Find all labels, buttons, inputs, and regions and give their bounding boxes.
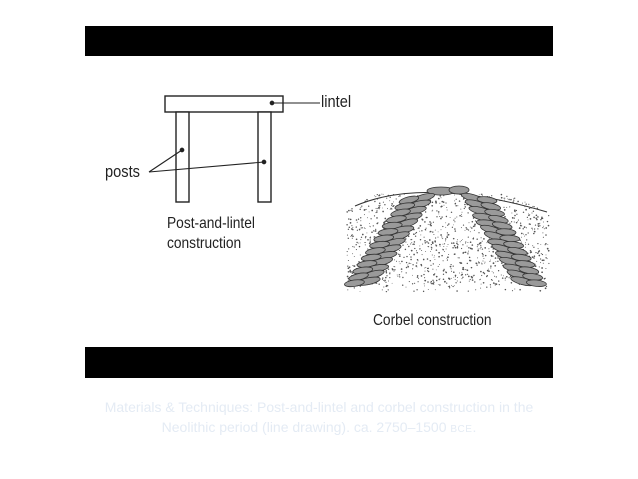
post-lintel-caption-1: Post-and-lintel — [167, 215, 255, 232]
caption-era: BCE — [450, 424, 473, 435]
lintel-beam — [165, 96, 283, 112]
lintel-leader-dot — [270, 101, 274, 105]
caption-line-2: Neolithic period (line drawing). ca. 2750–1500 — [161, 419, 451, 435]
slide-caption — [60, 397, 578, 440]
posts-leader-left-dot — [180, 148, 184, 152]
caption-period: . — [472, 419, 477, 435]
caption-line-1: Materials & Techniques: Post-and-lintel and corbel construction in the — [104, 399, 534, 415]
figure-panel — [85, 26, 553, 378]
corbel-drawing — [344, 186, 550, 292]
bottom-black-bar — [85, 347, 553, 378]
posts-leader-right — [149, 162, 264, 172]
posts-label: posts — [105, 162, 140, 181]
corbel-caption: Corbel construction — [373, 312, 492, 329]
post-left — [176, 112, 189, 202]
posts-leader-right-dot — [262, 160, 266, 164]
lintel-label: lintel — [321, 92, 352, 111]
post-lintel-caption-2: construction — [167, 235, 242, 252]
post-right — [258, 112, 271, 202]
